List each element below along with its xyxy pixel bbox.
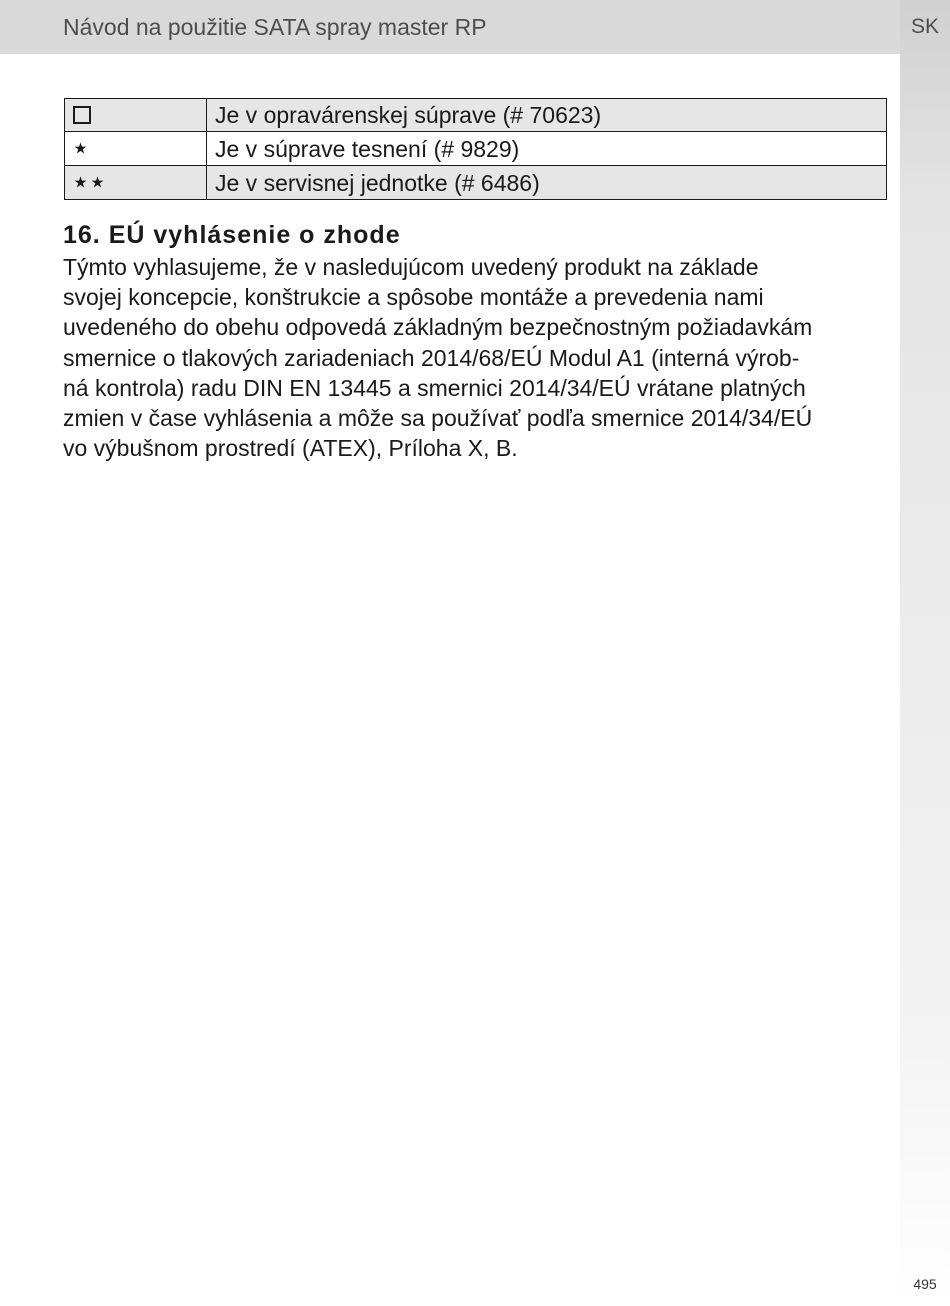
description-cell: Je v servisnej jednotke (# 6486)	[207, 166, 887, 200]
symbol-cell	[65, 166, 207, 200]
table-row	[65, 166, 887, 200]
section-heading: 16. EÚ vyhlásenie o zhode	[63, 221, 401, 249]
body-line: svojej koncepcie, konštrukcie a spôsobe montáže a prevedenia nami	[63, 284, 764, 311]
section-body	[63, 252, 893, 463]
body-line: smernice o tlakových zariadeniach 2014/68/EÚ Modul A1 (interná výrob-	[63, 344, 800, 371]
language-side-tab	[900, 0, 950, 1306]
parts-legend-table	[64, 98, 887, 200]
description-cell: Je v opravárenskej súprave (# 70623)	[207, 99, 887, 132]
body-line: vo výbušnom prostredí (ATEX), Príloha X, B.	[63, 435, 518, 462]
body-line: ná kontrola) radu DIN EN 13445 a smernici 2014/34/EÚ vrátane platných	[63, 374, 806, 401]
table-row	[65, 99, 887, 132]
star-icon: ⋆	[73, 135, 91, 162]
table-row	[65, 132, 887, 166]
page-number: 495	[913, 1276, 937, 1292]
box-icon	[73, 106, 91, 124]
double-star-icon: ⋆⋆	[73, 169, 108, 196]
body-line: zmien v čase vyhlásenia a môže sa používať podľa smernice 2014/34/EÚ	[63, 405, 813, 432]
symbol-cell	[65, 132, 207, 166]
body-line: Týmto vyhlasujeme, že v nasledujúcom uvedený produkt na základe	[63, 254, 759, 280]
symbol-cell	[65, 99, 207, 132]
document-title: Návod na použitie SATA spray master RP	[63, 14, 487, 40]
body-line: uvedeného do obehu odpovedá základným bezpečnostným požiadavkám	[63, 314, 813, 341]
description-cell: Je v súprave tesnení (# 9829)	[207, 132, 887, 166]
language-tab-label: SK	[910, 15, 939, 38]
